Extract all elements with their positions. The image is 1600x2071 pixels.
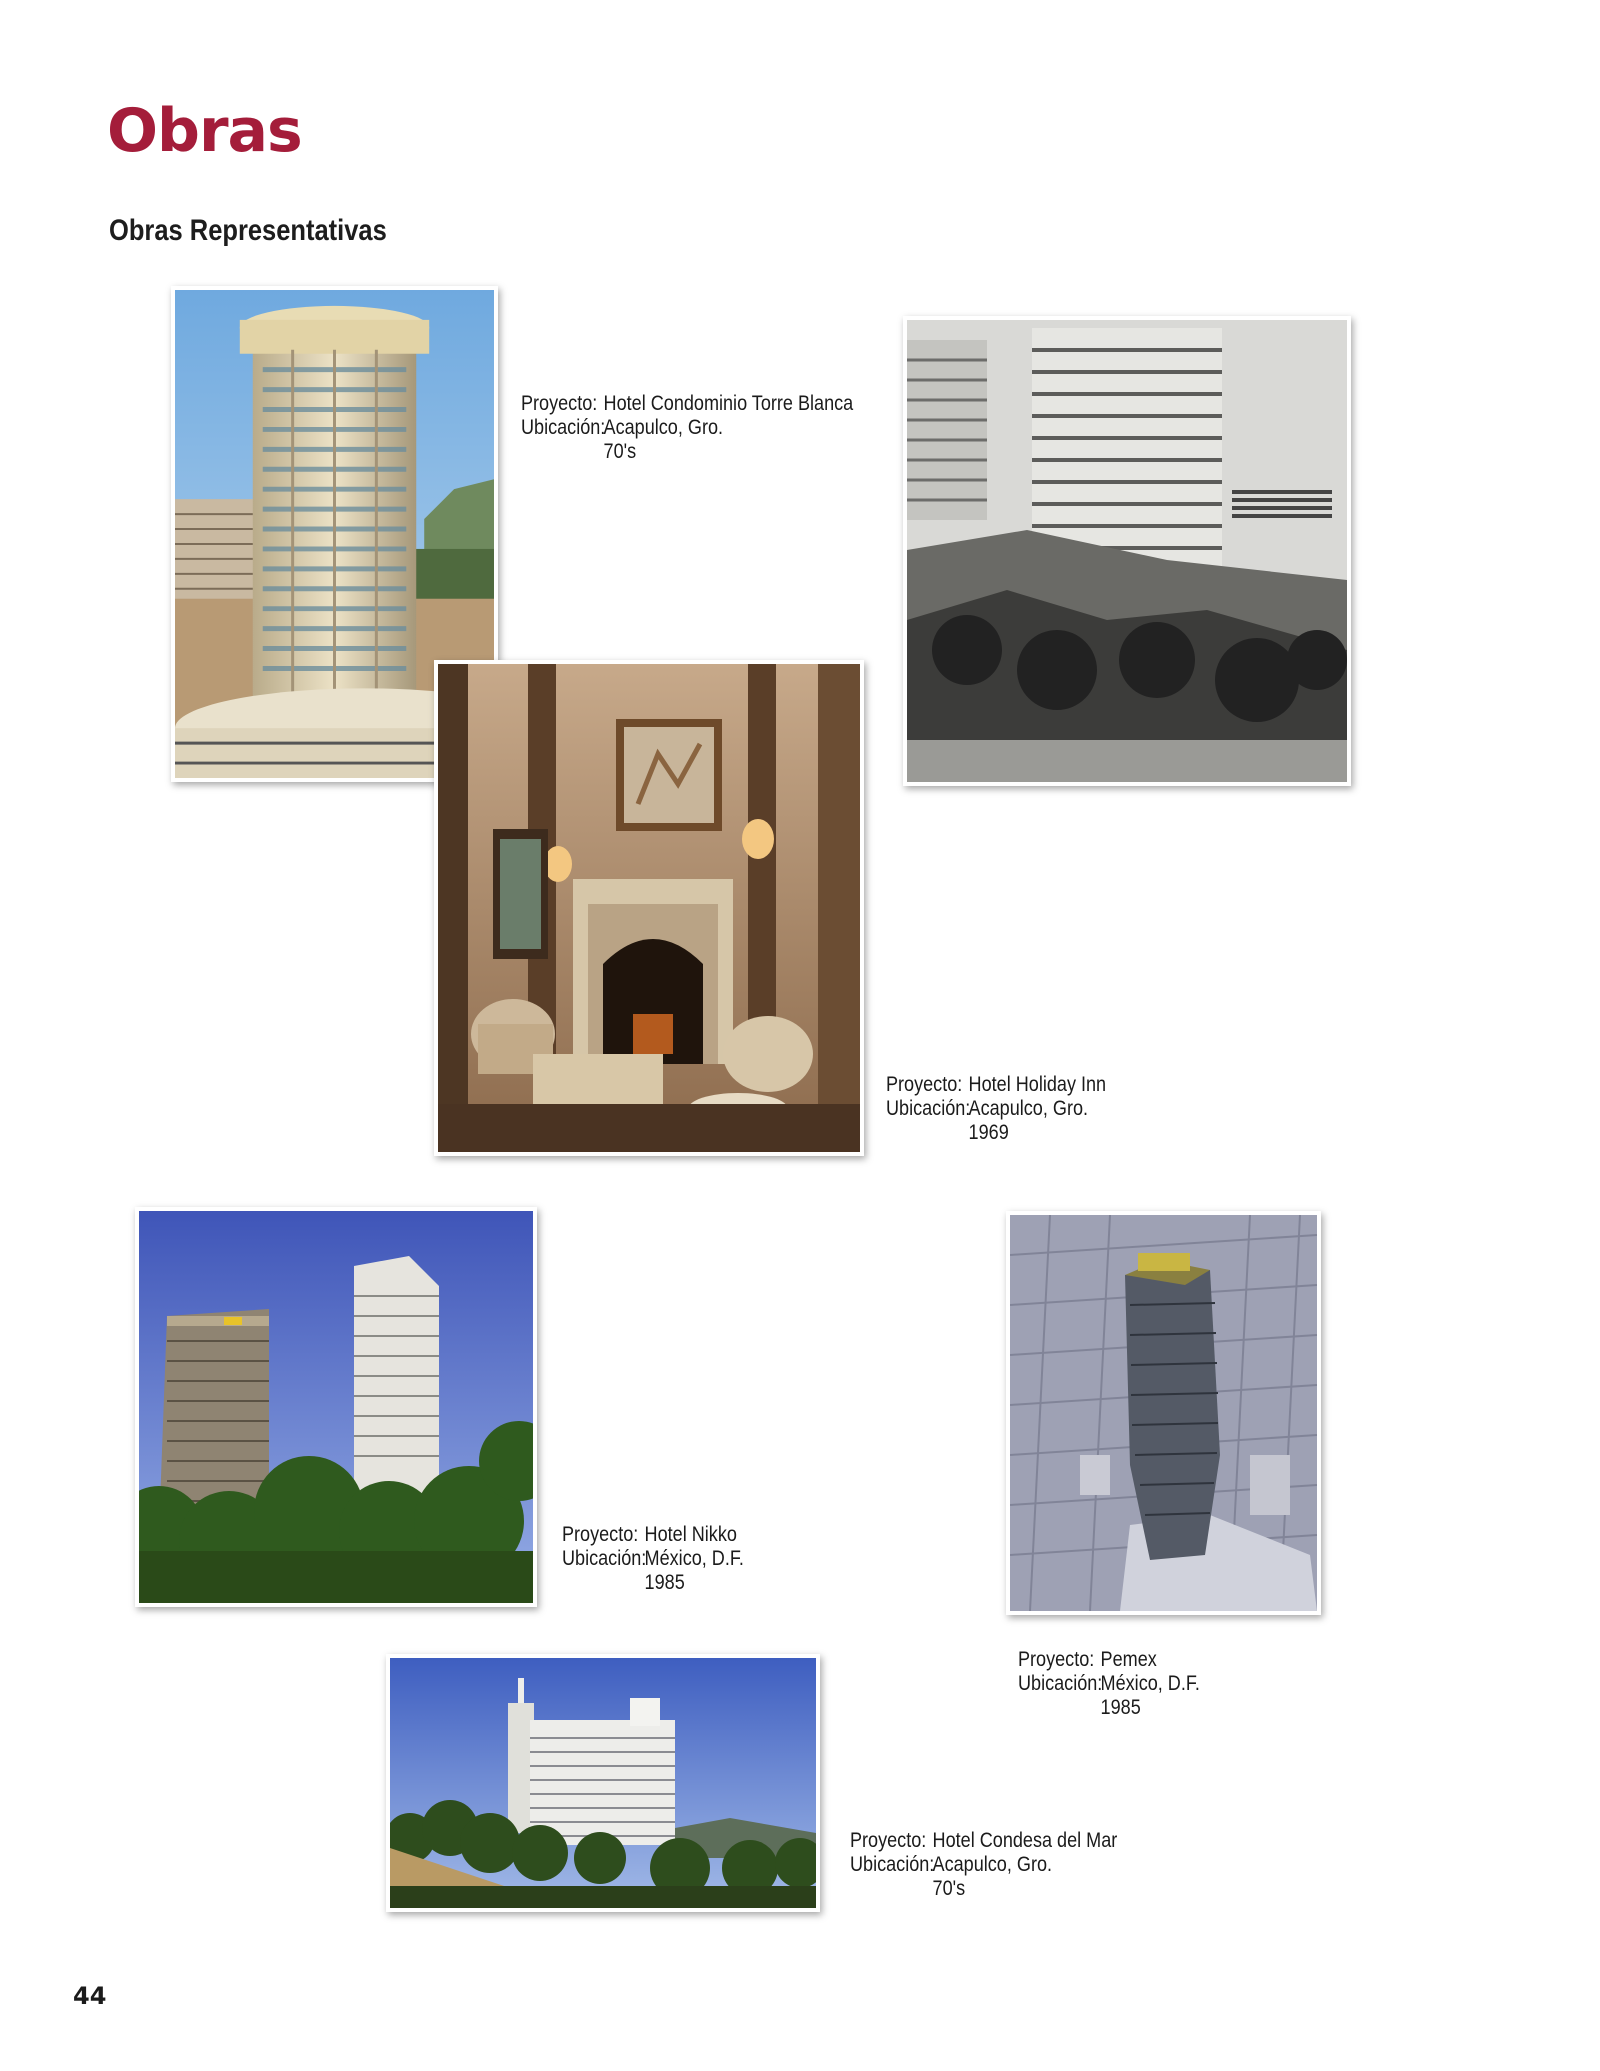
project-location: Acapulco, Gro. (603, 416, 724, 439)
caption-condesa-del-mar (850, 1829, 1117, 1901)
project-label: Proyecto: (886, 1073, 963, 1096)
project-year: 70's (932, 1877, 966, 1900)
project-name: Pemex (1100, 1648, 1157, 1671)
page-number: 44 (73, 1982, 107, 2010)
project-location: México, D.F. (1100, 1672, 1200, 1695)
project-location: México, D.F. (644, 1547, 744, 1570)
project-name: Hotel Condesa del Mar (932, 1829, 1118, 1852)
photo-hotel-nikko (135, 1207, 537, 1607)
caption-pemex (1018, 1648, 1200, 1720)
photo-torre-blanca-archive (903, 316, 1351, 786)
project-name: Hotel Nikko (644, 1523, 737, 1546)
location-label: Ubicación: (886, 1097, 971, 1120)
project-label: Proyecto: (850, 1829, 927, 1852)
page-title: Obras (107, 96, 302, 166)
photo-pemex (1006, 1211, 1321, 1615)
caption-hotel-nikko (562, 1523, 744, 1595)
project-name: Hotel Holiday Inn (968, 1073, 1107, 1096)
location-label: Ubicación: (1018, 1672, 1103, 1695)
project-location: Acapulco, Gro. (968, 1097, 1089, 1120)
project-location: Acapulco, Gro. (932, 1853, 1053, 1876)
project-year: 70's (603, 440, 637, 463)
project-year: 1985 (644, 1571, 685, 1594)
project-label: Proyecto: (562, 1523, 639, 1546)
photo-holiday-inn (434, 660, 864, 1156)
location-label: Ubicación: (562, 1547, 647, 1570)
project-year: 1969 (968, 1121, 1009, 1144)
caption-torre-blanca (521, 392, 853, 464)
section-subtitle: Obras Representativas (109, 214, 387, 247)
project-label: Proyecto: (521, 392, 598, 415)
project-year: 1985 (1100, 1696, 1141, 1719)
project-label: Proyecto: (1018, 1648, 1095, 1671)
location-label: Ubicación: (521, 416, 606, 439)
project-name: Hotel Condominio Torre Blanca (603, 392, 854, 415)
location-label: Ubicación: (850, 1853, 935, 1876)
photo-condesa-del-mar (386, 1654, 820, 1912)
caption-holiday-inn (886, 1073, 1106, 1145)
